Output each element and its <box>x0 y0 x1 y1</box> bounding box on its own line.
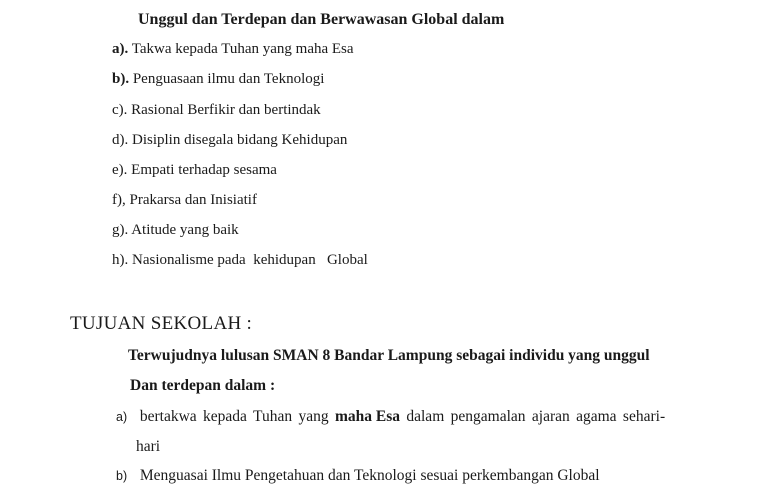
misi-item-g <box>112 222 239 239</box>
tujuan-item-text-after: dalam pengamalan ajaran agama sehari- <box>400 408 666 425</box>
misi-item-a <box>112 41 354 58</box>
misi-item-text: Prakarsa dan Inisiatif <box>129 192 257 208</box>
misi-item-text: Penguasaan ilmu dan Teknologi <box>132 71 325 87</box>
misi-item-text: Takwa kepada Tuhan yang maha Esa <box>131 41 354 57</box>
misi-item-text: Empati terhadap sesama <box>131 162 277 178</box>
misi-item-text: Rasional Berfikir dan bertindak <box>131 102 321 118</box>
tujuan-intro-line2: Dan terdepan dalam : <box>130 377 276 394</box>
misi-item-marker: g). <box>112 222 129 238</box>
tujuan-item-text: Menguasai Ilmu Pengetahuan dan Teknologi sesuai perkembangan Global <box>139 467 600 484</box>
tujuan-item-b <box>116 467 600 485</box>
section-title-tujuan: TUJUAN SEKOLAH : <box>70 313 253 334</box>
misi-item-text: Atitude yang baik <box>131 222 239 238</box>
misi-item-marker: h). <box>112 252 129 268</box>
misi-item-text: Disiplin disegala bidang Kehidupan <box>132 132 348 148</box>
misi-item-d <box>112 132 347 149</box>
misi-item-marker: b). <box>112 71 130 87</box>
misi-item-marker: a). <box>112 41 129 57</box>
misi-item-b <box>112 71 324 88</box>
tujuan-item-marker: b) <box>116 469 128 483</box>
misi-item-e <box>112 162 277 179</box>
misi-item-marker: d). <box>112 132 129 148</box>
tujuan-item-text-bold: maha Esa <box>334 408 400 425</box>
tujuan-item-a-continuation: hari <box>136 438 161 455</box>
tujuan-item-text-before: bertakwa kepada Tuhan yang <box>139 408 335 425</box>
misi-item-marker: e). <box>112 162 128 178</box>
tujuan-intro-line1: Terwujudnya lulusan SMAN 8 Bandar Lampung sebagai individu yang unggul <box>128 347 650 364</box>
misi-item-h <box>112 252 368 269</box>
misi-item-text: Nasionalisme pada kehidupan Global <box>132 252 368 268</box>
misi-item-c <box>112 102 321 119</box>
tujuan-item-a <box>116 408 665 426</box>
misi-item-f <box>112 192 257 209</box>
misi-item-marker: f), <box>112 192 126 208</box>
tujuan-item-marker: a) <box>116 410 128 424</box>
misi-item-marker: c). <box>112 102 128 118</box>
misi-heading: Unggul dan Terdepan dan Berwawasan Global dalam <box>138 11 505 28</box>
